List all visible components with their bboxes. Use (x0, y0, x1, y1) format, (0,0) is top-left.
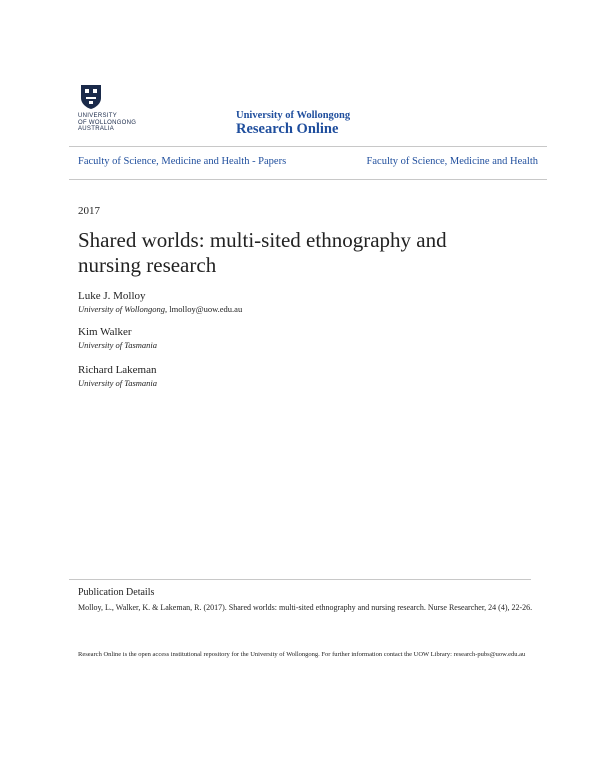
collection-link-papers[interactable]: Faculty of Science, Medicine and Health - Papers (78, 156, 287, 167)
repository-name[interactable]: Research Online (236, 121, 339, 137)
top-divider (69, 146, 547, 147)
author-name: Richard Lakeman (78, 364, 157, 376)
author-entry (78, 290, 242, 314)
author-affiliation: University of Tasmania (78, 378, 158, 388)
publication-details-heading: Publication Details (78, 587, 155, 598)
publication-details-text: Molloy, L., Walker, K. & Lakeman, R. (2017). Shared worlds: multi-sited ethnography and nursing research. Nurse Researcher, 24 (4), 22-26. (78, 603, 533, 612)
uow-crest-icon (80, 84, 102, 110)
author-affiliation: University of Tasmania (78, 340, 158, 350)
uow-logo[interactable] (78, 84, 148, 133)
author-email[interactable]: , lmolloy@uow.edu.au (165, 304, 243, 314)
author-affiliation (78, 304, 242, 314)
affiliation-text: University of Wollongong (78, 304, 166, 314)
author-name: Kim Walker (78, 326, 132, 338)
research-online-header[interactable] (236, 110, 350, 138)
repository-footer: Research Online is the open access institutional repository for the University of Wollongong. For further information contact the UOW Library: research-pubs@uow.edu.au (78, 651, 526, 658)
author-entry (78, 364, 157, 388)
collection-link-faculty[interactable]: Faculty of Science, Medicine and Health (366, 156, 538, 167)
publication-divider (69, 579, 531, 580)
university-name[interactable]: University of Wollongong (236, 110, 351, 121)
author-entry (78, 326, 157, 350)
author-name: Luke J. Molloy (78, 290, 146, 302)
paper-title: Shared worlds: multi-sited ethnography and nursing research (78, 228, 447, 277)
publication-year: 2017 (78, 205, 100, 217)
logo-text: UNIVERSITY OF WOLLONGONG AUSTRALIA (78, 113, 137, 132)
collection-divider (69, 179, 547, 180)
